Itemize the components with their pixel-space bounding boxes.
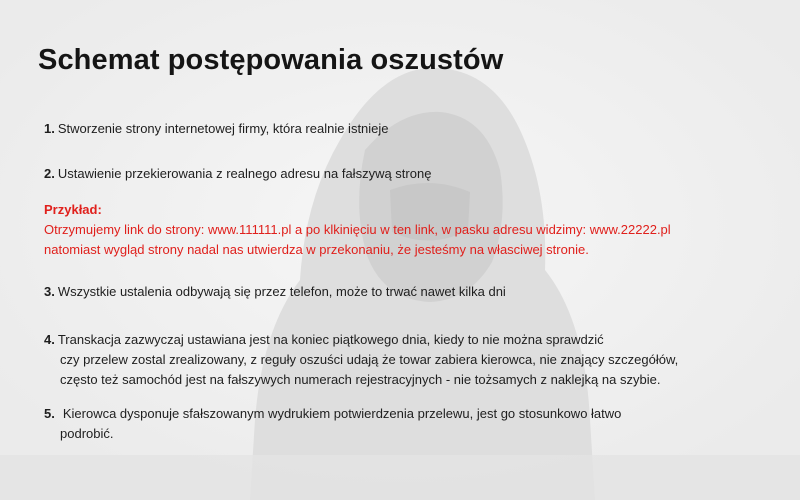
step-text-continuation: często też samochód jest na fałszywych numerach rejestracyjnych - nie tożsamych z naklejką na szybie. [60, 372, 661, 387]
step-text: Transkacja zazwyczaj ustawiana jest na koniec piątkowego dnia, kiedy to nie można sprawdzić [57, 332, 604, 347]
step-5 [44, 404, 621, 444]
step-text: Wszystkie ustalenia odbywają się przez telefon, może to trwać nawet kilka dni [57, 284, 506, 299]
step-number: 4. [44, 332, 55, 347]
step-number: 1. [44, 121, 55, 136]
step-2 [44, 164, 431, 184]
step-number: 2. [44, 166, 55, 181]
step-3 [44, 282, 506, 302]
slide-title: Schemat postępowania oszustów [38, 44, 504, 76]
example-text-line: natomiast wygląd strony nadal nas utwierdza w przekonaniu, że jesteśmy na własciwej stronie. [44, 242, 589, 257]
step-number: 5. [44, 406, 55, 421]
step-text: Stworzenie strony internetowej firmy, która realnie istnieje [57, 121, 389, 136]
example-label: Przykład: [44, 202, 102, 217]
step-text-continuation: czy przelew zostal zrealizowany, z reguły oszuści udają że towar zabiera kierowca, nie znający szczegółów, [60, 352, 679, 367]
step-text: Kierowca dysponuje sfałszowanym wydrukiem potwierdzenia przelewu, jest go stosunkowo łatwo [62, 406, 622, 421]
step-text-continuation: podrobić. [60, 426, 114, 441]
example-block [44, 200, 671, 260]
step-number: 3. [44, 284, 55, 299]
step-text: Ustawienie przekierowania z realnego adresu na fałszywą stronę [57, 166, 432, 181]
step-4 [44, 330, 678, 390]
step-1 [44, 119, 389, 139]
example-text-line: Otrzymujemy link do strony: www.111111.pl a po klkinięciu w ten link, w pasku adresu widzimy: www.22222.pl [44, 222, 671, 237]
